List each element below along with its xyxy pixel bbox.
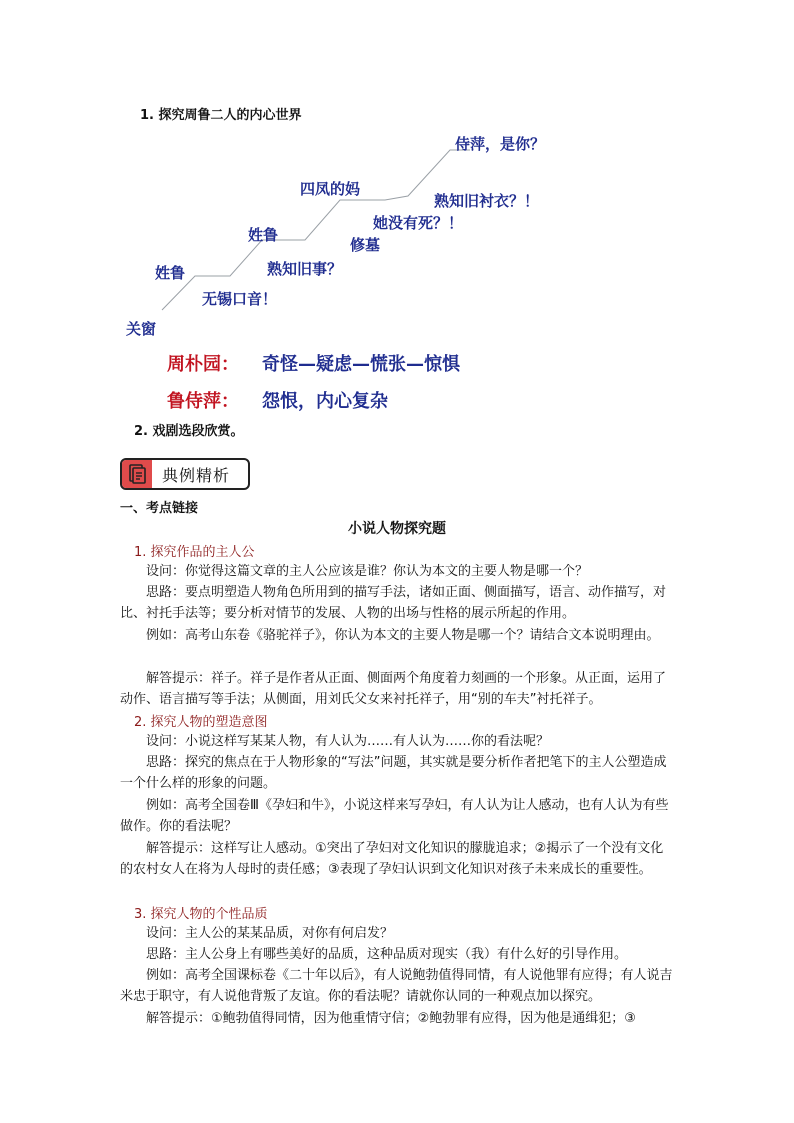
s3-example: 例如：高考全国课标卷《二十年以后》，有人说鲍勃值得同情，有人说他罪有应得；有人说吉米忠于职守，有人说他背叛了友谊。你的看法呢？请就你认同的一种观点加以探究。 [120, 968, 673, 1004]
zhou-name: 周朴园： [167, 354, 239, 375]
document-icon [122, 460, 152, 488]
s1-answer: 解答提示：祥子。祥子是作者从正面、侧面两个角度着力刻画的一个形象。从正面，运用了动作、语言描写等手法；从侧面，用刘氏父女来衬托祥子，用“别的车夫”衬托祥子。 [120, 671, 667, 707]
label-sifeng-ma: 四凤的妈 [300, 180, 361, 198]
s1-idea: 思路：要点明塑造人物角色所用到的描写手法，诸如正面、侧面描写，语言、动作描写，对比、衬托手法等；要分析对情节的发展、人物的出场与性格的展示所起的作用。 [120, 585, 667, 621]
label-guanchuang: 关窗 [126, 320, 157, 338]
label-wuxi: 无锡口音！ [202, 290, 278, 308]
s2-answer: 解答提示：这样写让人感动。①突出了孕妇对文化知识的朦胧追求；②揭示了一个没有文化的农村女人在将为人母时的责任感；③表现了孕妇认识到文化知识对孩子未来成长的重要性。 [120, 841, 664, 877]
s1-title: 1. 探究作品的主人公 [134, 545, 255, 560]
s1-example: 例如：高考山东卷《骆驼祥子》，你认为本文的主要人物是哪一个？请结合文本说明理由。 [146, 628, 660, 643]
label-xinglu-2: 姓鲁 [248, 226, 279, 244]
s3-idea: 思路：主人公身上有哪些美好的品质，这种品质对现实（我）有什么好的引导作用。 [146, 947, 628, 962]
label-xiumu: 修墓 [350, 236, 381, 254]
s3-answer: 解答提示：①鲍勃值得同情，因为他重情守信；②鲍勃罪有应得，因为他是通缉犯；③ [146, 1011, 636, 1026]
s3-title: 3. 探究人物的个性品质 [134, 907, 268, 922]
s1-question: 设问：你觉得这篇文章的主人公应该是谁？你认为本文的主要人物是哪一个？ [146, 564, 589, 579]
main-title: 小说人物探究题 [348, 521, 446, 537]
section2-title: 2. 戏剧选段欣赏。 [134, 424, 244, 439]
kaodian-heading: 一、考点链接 [120, 501, 199, 516]
s2-idea: 思路：探究的焦点在于人物形象的“写法”问题，其实就是要分析作者把笔下的主人公塑造成一个什么样的形象的问题。 [120, 755, 667, 791]
label-xinglu-1: 姓鲁 [155, 264, 186, 282]
s3-question: 设问：主人公的某某品质，对你有何启发？ [146, 926, 394, 941]
label-meiyou-si: 她没有死？！ [373, 214, 464, 232]
banner-label: 典例精析 [162, 465, 231, 485]
lu-name: 鲁侍萍： [167, 391, 239, 412]
s2-title: 2. 探究人物的塑造意图 [134, 715, 268, 730]
lu-desc: 怨恨，内心复杂 [262, 391, 388, 412]
s2-example: 例如：高考全国卷Ⅲ《孕妇和牛》，小说这样来写孕妇，有人认为让人感动，也有人认为有些做作。你的看法呢？ [120, 798, 669, 834]
label-shuzhi-shi: 熟知旧事？ [267, 260, 343, 278]
label-shuzhi-yi: 熟知旧衬衣？！ [434, 192, 540, 210]
section1-title: 1. 探究周鲁二人的内心世界 [140, 108, 302, 123]
label-shiping: 侍萍，是你？ [455, 135, 546, 153]
s2-question: 设问：小说这样写某某人物，有人认为……有人认为……你的看法呢？ [146, 734, 550, 749]
progression-lines [0, 0, 794, 340]
zhou-desc: 奇怪—疑虑—慌张—惊惧 [262, 354, 460, 375]
example-banner [120, 458, 250, 490]
